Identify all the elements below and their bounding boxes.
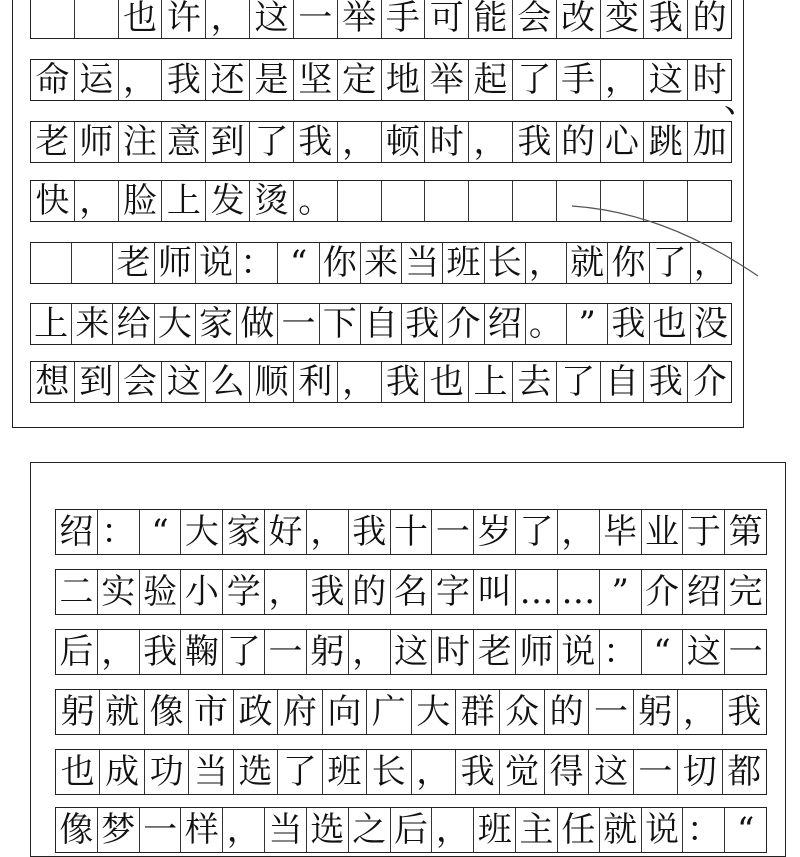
grid-cell: 选 bbox=[234, 750, 278, 794]
grid-cell: 了 bbox=[516, 510, 558, 554]
grid-cell: 像 bbox=[145, 690, 189, 734]
grid-cell: ” bbox=[600, 570, 642, 614]
grid-cell: 么 bbox=[206, 362, 250, 402]
grid-cell: 上 bbox=[31, 304, 72, 344]
grid-cell: 毕 bbox=[600, 510, 642, 554]
grid-cell: 坚 bbox=[294, 60, 338, 100]
grid-cell: 验 bbox=[140, 570, 182, 614]
grid-cell: 变 bbox=[601, 0, 645, 38]
writing-grid-row bbox=[55, 629, 767, 675]
grid-cell: ， bbox=[119, 60, 163, 100]
grid-cell: 一 bbox=[278, 304, 319, 344]
grid-cell: 大 bbox=[181, 510, 223, 554]
grid-cell: 后 bbox=[391, 808, 433, 852]
grid-cell: 鞠 bbox=[181, 630, 223, 674]
grid-cell: … bbox=[516, 570, 558, 614]
writing-grid-row bbox=[30, 0, 732, 39]
grid-cell: ， bbox=[412, 750, 456, 794]
grid-cell: 这 bbox=[162, 362, 206, 402]
grid-cell: 顺 bbox=[250, 362, 294, 402]
grid-cell: 的 bbox=[557, 122, 601, 162]
grid-cell: “ bbox=[642, 630, 684, 674]
grid-cell: 就 bbox=[567, 243, 608, 283]
grid-cell: 大 bbox=[412, 690, 456, 734]
grid-cell: 我 bbox=[727, 692, 762, 732]
grid-cell bbox=[688, 181, 731, 221]
grid-cell: 长 bbox=[485, 243, 526, 283]
grid-cell: 这 bbox=[683, 630, 725, 674]
writing-grid-row bbox=[30, 180, 732, 222]
grid-cell: 举 bbox=[425, 60, 469, 100]
grid-cell: 快 bbox=[31, 181, 75, 221]
grid-cell: ” bbox=[567, 304, 608, 344]
grid-cell: 做 bbox=[237, 304, 278, 344]
grid-cell: 这 bbox=[391, 630, 433, 674]
grid-cell: 觉 bbox=[500, 750, 544, 794]
grid-cell: 说 bbox=[558, 630, 600, 674]
grid-cell: 了 bbox=[557, 362, 601, 402]
grid-cell: 脸 bbox=[119, 181, 163, 221]
grid-cell: 师 bbox=[516, 630, 558, 674]
grid-cell bbox=[382, 181, 426, 221]
grid-cell: 也 bbox=[425, 362, 469, 402]
grid-cell: 命 bbox=[31, 60, 75, 100]
grid-cell: 后 bbox=[56, 630, 98, 674]
grid-cell: 众 bbox=[500, 690, 544, 734]
grid-cell: ， bbox=[223, 808, 265, 852]
grid-cell: 岁 bbox=[474, 510, 516, 554]
essay-sheet-lower bbox=[30, 462, 786, 857]
writing-grid-row bbox=[30, 59, 732, 101]
writing-grid-row bbox=[30, 242, 732, 284]
grid-cell: 班 bbox=[443, 243, 484, 283]
grid-cell: 注 bbox=[119, 122, 163, 162]
grid-cell bbox=[31, 243, 72, 283]
grid-cell: 实 bbox=[98, 570, 140, 614]
grid-cell: 师 bbox=[155, 243, 196, 283]
grid-cell: 小 bbox=[181, 570, 223, 614]
grid-cell: 家 bbox=[223, 510, 265, 554]
writing-grid-row bbox=[30, 303, 732, 345]
grid-cell: 你 bbox=[320, 243, 361, 283]
grid-cell: 选 bbox=[307, 808, 349, 852]
grid-cell: 我 bbox=[382, 362, 426, 402]
grid-cell: 介 bbox=[642, 570, 684, 614]
grid-cell: ： bbox=[600, 630, 642, 674]
grid-cell: 政 bbox=[234, 690, 278, 734]
grid-cell: 得 bbox=[545, 750, 589, 794]
grid-cell: ， bbox=[98, 630, 140, 674]
grid-cell: 了 bbox=[250, 122, 294, 162]
grid-cell: 当 bbox=[189, 750, 233, 794]
grid-cell: 这 bbox=[644, 60, 688, 100]
grid-cell: 之 bbox=[349, 808, 391, 852]
writing-grid-row bbox=[30, 121, 732, 163]
grid-cell: 说 bbox=[642, 808, 684, 852]
grid-cell: 当 bbox=[265, 808, 307, 852]
grid-cell: 第 bbox=[728, 512, 763, 552]
grid-cell: 举 bbox=[338, 0, 382, 38]
grid-cell: 时 bbox=[432, 630, 474, 674]
grid-cell: 我 bbox=[162, 60, 206, 100]
essay-sheet-upper bbox=[12, 0, 744, 428]
grid-cell: 了 bbox=[650, 243, 691, 283]
writing-grid-row bbox=[55, 569, 767, 615]
grid-cell: 改 bbox=[557, 0, 601, 38]
grid-cell: ， bbox=[526, 243, 567, 283]
grid-cell: 我 bbox=[644, 0, 688, 38]
grid-cell: 手 bbox=[557, 60, 601, 100]
grid-cell: 家 bbox=[196, 304, 237, 344]
grid-cell: 手 bbox=[382, 0, 426, 38]
grid-cell bbox=[31, 0, 75, 38]
grid-cell: 你 bbox=[608, 243, 649, 283]
grid-cell: 一 bbox=[589, 690, 633, 734]
grid-cell: ， bbox=[307, 510, 349, 554]
grid-cell: 这 bbox=[589, 750, 633, 794]
grid-cell: 来 bbox=[361, 243, 402, 283]
grid-cell: 老 bbox=[113, 243, 154, 283]
grid-cell: “ bbox=[736, 810, 755, 850]
grid-cell: 躬 bbox=[634, 690, 678, 734]
grid-cell: ， bbox=[206, 0, 250, 38]
grid-cell bbox=[513, 181, 557, 221]
grid-cell: 班 bbox=[323, 750, 367, 794]
grid-cell: 主 bbox=[516, 808, 558, 852]
grid-cell: 也 bbox=[119, 0, 163, 38]
grid-cell: 发 bbox=[206, 181, 250, 221]
grid-cell: 绍 bbox=[485, 304, 526, 344]
writing-grid-row bbox=[55, 509, 767, 555]
writing-grid-row bbox=[30, 361, 732, 403]
grid-cell: 老 bbox=[474, 630, 516, 674]
grid-cell: 老 bbox=[31, 122, 75, 162]
grid-cell: 来 bbox=[72, 304, 113, 344]
grid-cell: 可 bbox=[425, 0, 469, 38]
grid-cell: 这 bbox=[250, 0, 294, 38]
grid-cell: “ bbox=[140, 510, 182, 554]
grid-cell: 我 bbox=[608, 304, 649, 344]
grid-cell: ， bbox=[338, 122, 382, 162]
grid-cell: 自 bbox=[361, 304, 402, 344]
grid-cell: ： bbox=[683, 808, 725, 852]
grid-cell: 就 bbox=[600, 808, 642, 852]
grid-cell: 也 bbox=[56, 750, 100, 794]
grid-cell: 任 bbox=[558, 808, 600, 852]
grid-cell: 许 bbox=[162, 0, 206, 38]
grid-cell: ， bbox=[75, 181, 119, 221]
grid-cell: 跳 bbox=[644, 122, 688, 162]
grid-cell bbox=[75, 0, 119, 38]
grid-cell: 了 bbox=[223, 630, 265, 674]
grid-cell: 介 bbox=[692, 362, 727, 402]
grid-cell: 说 bbox=[196, 243, 237, 283]
grid-cell bbox=[601, 181, 645, 221]
grid-cell: 给 bbox=[113, 304, 154, 344]
grid-cell: 广 bbox=[367, 690, 411, 734]
grid-cell: 下 bbox=[320, 304, 361, 344]
grid-cell: 是 bbox=[250, 60, 294, 100]
grid-cell: “ bbox=[278, 243, 319, 283]
grid-cell: 名 bbox=[391, 570, 433, 614]
grid-cell: ， bbox=[469, 122, 513, 162]
grid-cell: 还 bbox=[206, 60, 250, 100]
grid-cell: ： bbox=[98, 510, 140, 554]
grid-cell bbox=[557, 181, 601, 221]
grid-cell: 绍 bbox=[56, 510, 98, 554]
grid-cell: 躬 bbox=[56, 690, 100, 734]
grid-cell: 上 bbox=[162, 181, 206, 221]
grid-cell bbox=[644, 181, 688, 221]
grid-cell: 心 bbox=[601, 122, 645, 162]
grid-cell: 我 bbox=[644, 362, 688, 402]
grid-cell: 加 bbox=[692, 122, 727, 162]
grid-cell: 想 bbox=[31, 362, 75, 402]
stray-mark: 、 bbox=[724, 81, 758, 121]
grid-cell: 完 bbox=[728, 572, 763, 612]
grid-cell: 了 bbox=[278, 750, 322, 794]
grid-cell: 的 bbox=[349, 570, 391, 614]
writing-grid-row bbox=[55, 807, 767, 853]
grid-cell bbox=[469, 181, 513, 221]
grid-cell: 会 bbox=[513, 0, 557, 38]
grid-cell: 向 bbox=[323, 690, 367, 734]
grid-cell: 一 bbox=[728, 632, 763, 672]
grid-cell: ， bbox=[338, 362, 382, 402]
grid-cell: … bbox=[558, 570, 600, 614]
grid-cell: 府 bbox=[278, 690, 322, 734]
grid-cell: ， bbox=[693, 243, 728, 283]
grid-cell: 业 bbox=[642, 510, 684, 554]
grid-cell: 切 bbox=[678, 750, 722, 794]
grid-cell: 躬 bbox=[307, 630, 349, 674]
grid-cell: 时 bbox=[425, 122, 469, 162]
grid-cell: 我 bbox=[294, 122, 338, 162]
grid-cell: 顿 bbox=[382, 122, 426, 162]
grid-cell: 烫 bbox=[250, 181, 294, 221]
grid-cell: 会 bbox=[119, 362, 163, 402]
grid-cell: 我 bbox=[456, 750, 500, 794]
grid-cell: 我 bbox=[402, 304, 443, 344]
grid-cell: 。 bbox=[526, 304, 567, 344]
grid-cell bbox=[72, 243, 113, 283]
grid-cell: 我 bbox=[140, 630, 182, 674]
grid-cell: 起 bbox=[469, 60, 513, 100]
grid-cell: 长 bbox=[367, 750, 411, 794]
grid-cell: 绍 bbox=[683, 570, 725, 614]
grid-cell: 没 bbox=[693, 304, 728, 344]
grid-cell: 意 bbox=[162, 122, 206, 162]
grid-cell: 到 bbox=[75, 362, 119, 402]
grid-cell: ， bbox=[265, 570, 307, 614]
grid-cell: 样 bbox=[181, 808, 223, 852]
grid-cell bbox=[425, 181, 469, 221]
grid-cell: 上 bbox=[469, 362, 513, 402]
grid-cell: ， bbox=[678, 690, 722, 734]
grid-cell: ： bbox=[237, 243, 278, 283]
grid-cell: 能 bbox=[469, 0, 513, 38]
grid-cell: 我 bbox=[307, 570, 349, 614]
grid-cell: 一 bbox=[294, 0, 338, 38]
grid-cell: 市 bbox=[189, 690, 233, 734]
grid-cell: 一 bbox=[140, 808, 182, 852]
grid-cell: 了 bbox=[513, 60, 557, 100]
writing-grid-row bbox=[55, 749, 767, 795]
grid-cell: 一 bbox=[265, 630, 307, 674]
grid-cell: 梦 bbox=[98, 808, 140, 852]
grid-cell: 的 bbox=[545, 690, 589, 734]
grid-cell: 功 bbox=[145, 750, 189, 794]
grid-cell: 成 bbox=[100, 750, 144, 794]
grid-cell: 二 bbox=[56, 570, 98, 614]
grid-cell: 定 bbox=[338, 60, 382, 100]
grid-cell: 运 bbox=[75, 60, 119, 100]
grid-cell: 就 bbox=[100, 690, 144, 734]
grid-cell: 好 bbox=[265, 510, 307, 554]
grid-cell: ， bbox=[349, 630, 391, 674]
grid-cell bbox=[338, 181, 382, 221]
grid-cell: 师 bbox=[75, 122, 119, 162]
grid-cell: 自 bbox=[601, 362, 645, 402]
grid-cell: 我 bbox=[349, 510, 391, 554]
grid-cell: 像 bbox=[56, 808, 98, 852]
grid-cell: 十 bbox=[391, 510, 433, 554]
grid-cell: 介 bbox=[443, 304, 484, 344]
grid-cell: 也 bbox=[650, 304, 691, 344]
grid-cell: 于 bbox=[683, 510, 725, 554]
grid-cell: 利 bbox=[294, 362, 338, 402]
grid-cell: 班 bbox=[474, 808, 516, 852]
grid-cell: ， bbox=[432, 808, 474, 852]
grid-cell: 到 bbox=[206, 122, 250, 162]
grid-cell: 去 bbox=[513, 362, 557, 402]
grid-cell: 群 bbox=[456, 690, 500, 734]
grid-cell: 。 bbox=[294, 181, 338, 221]
grid-cell: ， bbox=[601, 60, 645, 100]
grid-cell: 大 bbox=[155, 304, 196, 344]
grid-cell: 叫 bbox=[474, 570, 516, 614]
grid-cell: 时 bbox=[692, 60, 727, 100]
grid-cell: 的 bbox=[692, 0, 727, 38]
grid-cell: ， bbox=[558, 510, 600, 554]
grid-cell: 都 bbox=[727, 752, 762, 792]
grid-cell: 我 bbox=[513, 122, 557, 162]
writing-grid-row bbox=[55, 689, 767, 735]
grid-cell: 字 bbox=[432, 570, 474, 614]
grid-cell: 一 bbox=[634, 750, 678, 794]
grid-cell: 一 bbox=[432, 510, 474, 554]
grid-cell: 学 bbox=[223, 570, 265, 614]
grid-cell: 地 bbox=[382, 60, 426, 100]
grid-cell: 当 bbox=[402, 243, 443, 283]
